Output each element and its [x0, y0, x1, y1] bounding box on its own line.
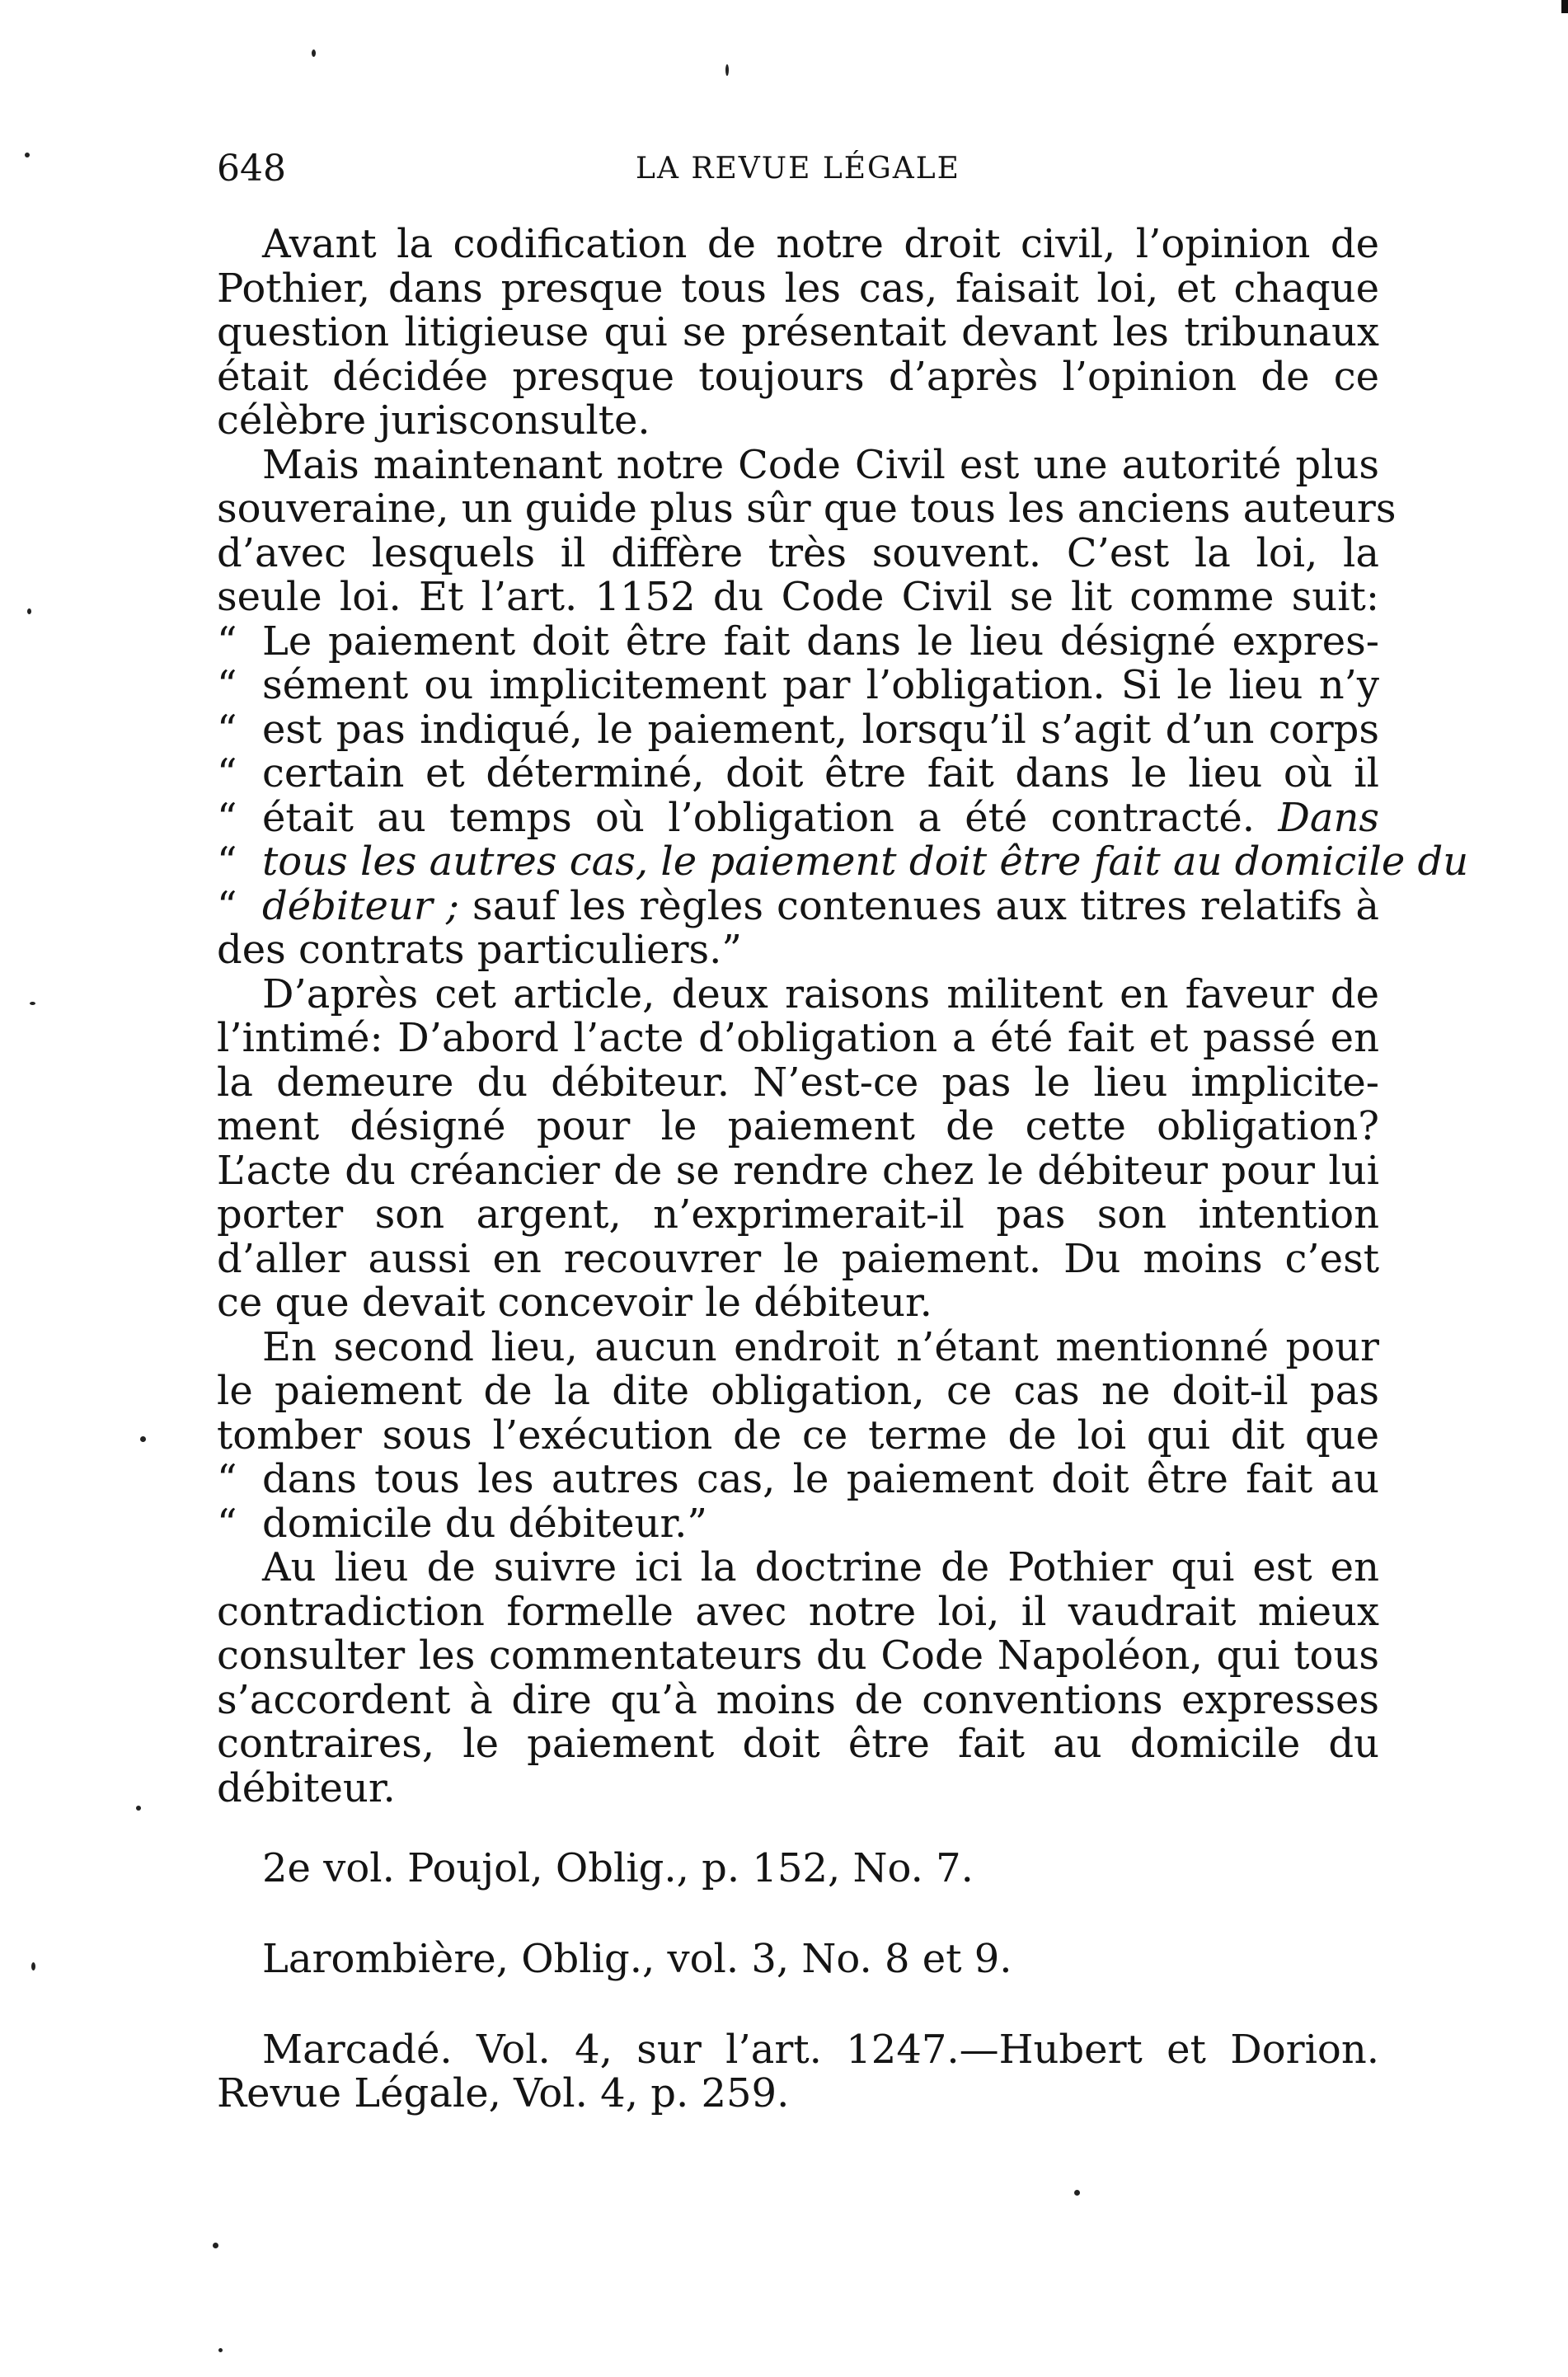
reference-poujol: 2e vol. Poujol, Oblig., p. 152, No. 7.	[262, 1845, 974, 1891]
text-line	[217, 1634, 1379, 1679]
text-line	[217, 1458, 1379, 1502]
scan-speck	[27, 608, 31, 614]
line-text: Au lieu de suivre ici la doctrine de Pothier qui est en	[262, 1544, 1379, 1590]
text-line	[217, 1590, 1379, 1635]
line-text: était décidée presque toujours d’après l’opinion de ce	[217, 353, 1379, 400]
text-line	[217, 1502, 1379, 1547]
text-line	[217, 1281, 1379, 1326]
scan-speck	[218, 2348, 223, 2352]
scan-speck	[30, 1002, 35, 1005]
reference-larombiere: Larombière, Oblig., vol. 3, No. 8 et 9.	[262, 1936, 1012, 1982]
line-text: des contrats particuliers.”	[217, 927, 742, 973]
quotation-mark: “	[217, 839, 237, 885]
line-text: d’avec lesquels il diffère très souvent. C’est la loi, la	[217, 529, 1379, 576]
line-text: contradiction formelle avec notre loi, il vaudrait mieux	[217, 1588, 1379, 1635]
italic-text: Dans	[1278, 794, 1379, 841]
line-text: domicile du débiteur.”	[262, 1500, 707, 1547]
text-line	[217, 1764, 1379, 1811]
page-header	[217, 140, 1379, 198]
text-line	[217, 928, 1379, 973]
text-line	[217, 620, 1379, 665]
text-line	[217, 882, 1379, 929]
text-line	[217, 664, 1379, 708]
line-text: s’accordent à dire qu’à moins de conventions expresses	[217, 1676, 1379, 1723]
quotation-mark: “	[217, 1500, 237, 1547]
running-title: LA REVUE LÉGALE	[636, 152, 960, 186]
italic-text: débiteur ;	[262, 882, 459, 929]
text-line	[217, 399, 1379, 444]
text-line	[217, 839, 1469, 885]
line-text: sauf les règles contenues aux titres relatifs à	[459, 882, 1379, 929]
quotation-mark: “	[217, 706, 237, 753]
line-text: ment désigné pour le paiement de cette obligation?	[217, 1103, 1379, 1149]
scan-speck	[25, 153, 30, 157]
text-line	[217, 752, 1379, 796]
line-text: débiteur.	[217, 1764, 396, 1811]
scan-speck	[725, 64, 729, 76]
line-text: porter son argent, n’exprimerait-il pas son intention	[217, 1191, 1379, 1238]
text-line	[217, 796, 1379, 841]
quotation-mark: “	[217, 882, 237, 929]
line-text: le paiement de la dite obligation, ce cas ne doit-il pas	[217, 1368, 1379, 1414]
reference-marcade: Marcadé. Vol. 4, sur l’art. 1247.—Hubert et Dorion.	[262, 2027, 1379, 2073]
text-line	[217, 311, 1379, 355]
line-text: L’acte du créancier de se rendre chez le débiteur pour lui	[217, 1147, 1379, 1194]
text-line	[217, 708, 1379, 753]
text-line	[217, 441, 1379, 488]
text-line	[217, 223, 1379, 267]
line-text: d’aller aussi en recouvrer le paiement. Du moins c’est	[217, 1235, 1379, 1282]
line-text: D’après cet article, deux raisons militent en faveur de	[262, 970, 1379, 1017]
line-text: souveraine, un guide plus sûr que tous les anciens auteurs	[217, 486, 1397, 532]
text-line	[217, 1414, 1379, 1459]
line-text: sément ou implicitement par l’obligation. Si le lieu n’y	[262, 662, 1379, 708]
line-text: consulter les commentateurs du Code Napoléon, qui tous	[217, 1632, 1379, 1679]
text-line	[217, 1369, 1379, 1414]
text-line	[217, 355, 1379, 400]
text-line	[217, 1061, 1379, 1106]
text-line	[217, 1676, 1379, 1723]
line-text: Pothier, dans presque tous les cas, faisait loi, et chaque	[217, 265, 1379, 312]
text-line	[217, 1323, 1379, 1370]
line-text: dans tous les autres cas, le paiement doit être fait au	[262, 1456, 1379, 1502]
scan-speck	[312, 49, 316, 57]
scan-speck	[140, 1436, 146, 1442]
line-text: seule loi. Et l’art. 1152 du Code Civil se lit comme suit:	[217, 574, 1379, 620]
page-number: 648	[217, 148, 286, 190]
body-text	[217, 221, 1469, 1811]
line-text: est pas indiqué, le paiement, lorsqu’il s’agit d’un corps	[262, 706, 1379, 753]
text-line	[217, 486, 1397, 532]
text-line	[217, 1235, 1379, 1282]
quotation-mark: “	[217, 1456, 237, 1502]
line-text: question litigieuse qui se présentait devant les tribunaux	[217, 309, 1379, 355]
line-text: était au temps où l’obligation a été contracté.	[262, 794, 1279, 841]
scan-speck	[31, 1962, 35, 1971]
quotation-mark: “	[217, 750, 237, 796]
reference-revue-legale: Revue Légale, Vol. 4, p. 259.	[217, 2070, 790, 2116]
text-line	[217, 1193, 1379, 1238]
scan-speck	[213, 2243, 218, 2248]
quotation-mark: “	[217, 662, 237, 708]
text-line	[217, 529, 1379, 576]
edge-mark	[1561, 0, 1568, 13]
scan-speck	[1074, 2190, 1080, 2196]
text-line	[217, 1546, 1379, 1590]
text-line	[217, 1722, 1379, 1767]
line-text: En second lieu, aucun endroit n’étant mentionné pour	[262, 1323, 1379, 1370]
italic-text: tous les autres cas, le paiement doit être fait au domicile du	[262, 839, 1469, 885]
text-line	[217, 267, 1379, 312]
line-text: Mais maintenant notre Code Civil est une autorité plus	[262, 441, 1379, 488]
text-line	[217, 970, 1379, 1017]
text-line	[217, 1017, 1379, 1061]
line-text: Le paiement doit être fait dans le lieu désigné expres-	[262, 618, 1379, 665]
line-text: tomber sous l’exécution de ce terme de loi qui dit que	[217, 1412, 1379, 1459]
quotation-mark: “	[217, 794, 237, 841]
line-text: ce que devait concevoir le débiteur.	[217, 1280, 932, 1326]
line-text: contraires, le paiement doit être fait au domicile du	[217, 1721, 1379, 1767]
line-text: célèbre jurisconsulte.	[217, 397, 650, 444]
text-line	[217, 575, 1379, 620]
text-line	[217, 1149, 1379, 1194]
line-text: Avant la codification de notre droit civil, l’opinion de	[262, 221, 1379, 267]
text-line	[217, 1105, 1379, 1149]
line-text: certain et déterminé, doit être fait dans le lieu où il	[262, 750, 1379, 796]
line-text: l’intimé: D’abord l’acte d’obligation a été fait et passé en	[217, 1015, 1379, 1061]
quotation-mark: “	[217, 618, 237, 665]
line-text: la demeure du débiteur. N’est-ce pas le lieu implicite-	[217, 1059, 1379, 1106]
scan-speck	[136, 1806, 141, 1811]
